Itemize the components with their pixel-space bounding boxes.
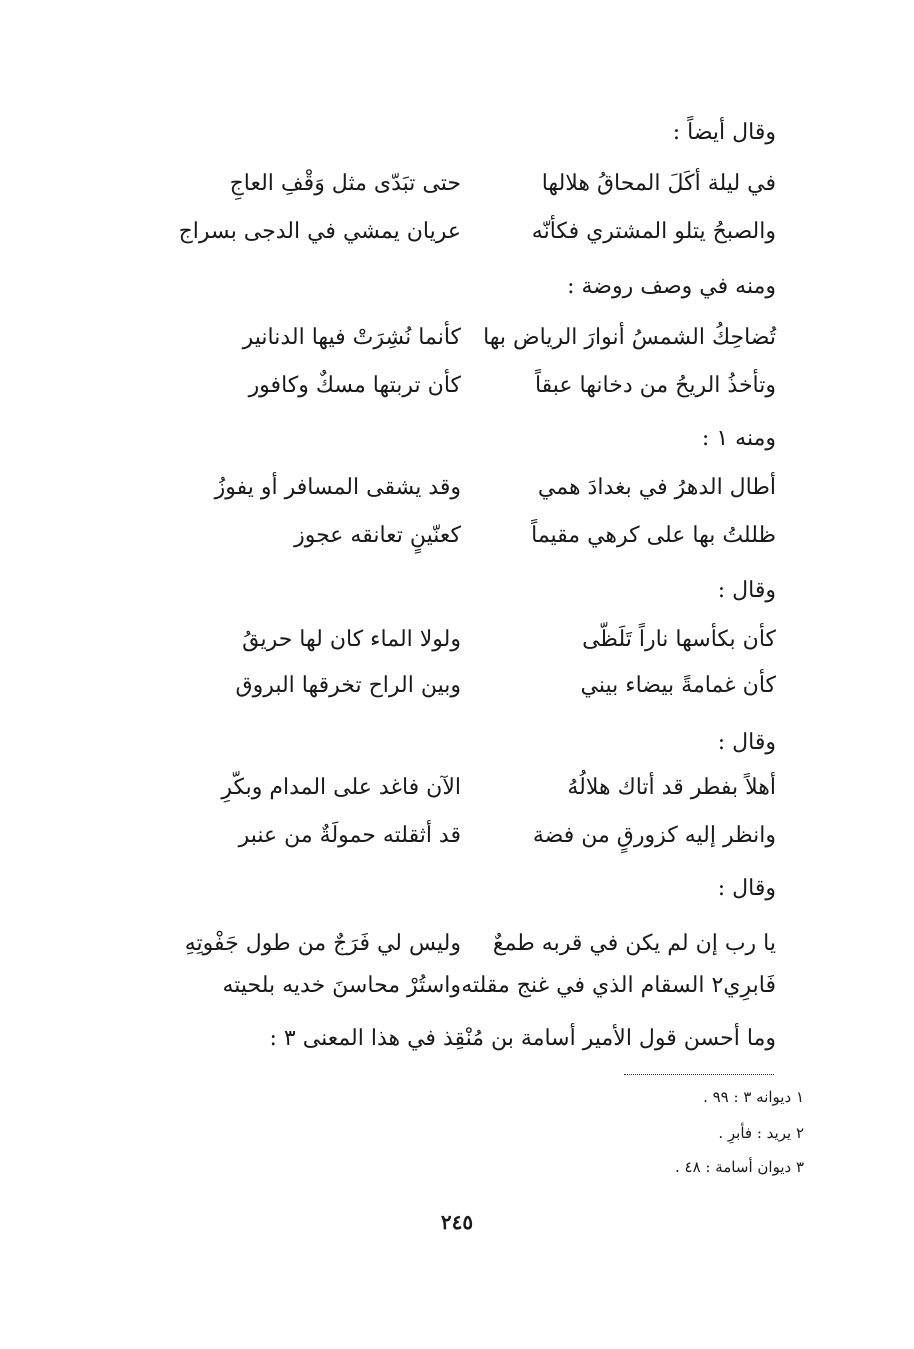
verse-second-hemistich: حتى تبَدّى مثل وَقْفِ العاجِ <box>229 171 461 196</box>
verse-line <box>130 968 776 1004</box>
verse-second-hemistich: وبين الراح تخرقها البروق <box>235 673 461 698</box>
section-heading: ومنه ١ : <box>701 426 776 451</box>
verse-second-hemistich: وقد يشقى المسافر أو يفوزُ <box>214 475 461 500</box>
section-heading: وقال أيضاً : <box>672 120 776 145</box>
verse-second-hemistich: الآن فاغد على المدام وبكّرِ <box>221 775 461 800</box>
verse-line <box>130 770 776 806</box>
verse-line <box>130 214 776 250</box>
verse-second-hemistich: وليس لي فَرَجٌ من طول جَفْوتِهِ <box>184 931 461 956</box>
section-heading: وقال : <box>717 876 776 901</box>
verse-second-hemistich: واستُرْ محاسنَ خديه بلحيته <box>222 973 461 998</box>
closing-line: وما أحسن قول الأمير أسامة بن مُنْقِذ في هذا المعنى ٣ : <box>269 1026 776 1051</box>
verse-second-hemistich: عريان يمشي في الدجى بسراج <box>178 219 461 244</box>
verse-second-hemistich: ولولا الماء كان لها حريقُ <box>242 627 461 652</box>
verse-second-hemistich: كأنما نُشِرَتْ فيها الدنانير <box>242 325 461 350</box>
verse-first-hemistich: أطال الدهرُ في بغدادَ همي <box>537 475 776 500</box>
verse-line <box>130 518 776 554</box>
verse-first-hemistich: تُضاحِكُ الشمسُ أنوارَ الرياض بها <box>483 325 776 350</box>
footnote-separator <box>624 1074 774 1075</box>
verse-first-hemistich: أهلاً بفطر قد أتاك هلالُهُ <box>567 775 776 800</box>
verse-line <box>130 470 776 506</box>
verse-second-hemistich: كعنّينٍ تعانقه عجوز <box>294 523 461 548</box>
verse-first-hemistich: ظللتُ بها على كرهي مقيماً <box>531 523 776 548</box>
footnote: ٢ يريد : فأبرِ . <box>718 1124 804 1142</box>
section-heading: ومنه في وصف روضة : <box>567 274 776 299</box>
verse-line <box>130 622 776 658</box>
verse-first-hemistich: في ليلة أكَلَ المحاقُ هلالها <box>541 171 776 196</box>
footnote: ١ ديوانه ٣ : ٩٩ . <box>703 1088 804 1106</box>
verse-line <box>130 818 776 854</box>
verse-second-hemistich: قد أثقلته حمولَةٌ من عنبر <box>238 823 461 848</box>
section-heading: وقال : <box>717 730 776 755</box>
verse-first-hemistich: والصبحُ يتلو المشتري فكأنّه <box>531 219 776 244</box>
verse-first-hemistich: فَابرِي٢ السقام الذي في غنج مقلته <box>461 973 776 998</box>
verse-second-hemistich: كأن تربتها مسكٌ وكافور <box>248 373 461 398</box>
verse-line <box>130 926 776 962</box>
verse-first-hemistich: كأن غمامةً بيضاء بيني <box>580 673 776 698</box>
page-number: ٢٤٥ <box>440 1210 474 1234</box>
verse-line <box>130 368 776 404</box>
verse-line <box>130 166 776 202</box>
verse-first-hemistich: كأن بكأسها ناراً تَلَظّى <box>582 627 776 652</box>
verse-line <box>130 668 776 704</box>
verse-line <box>130 320 776 356</box>
verse-first-hemistich: وانظر إليه كزورقٍ من فضة <box>532 823 776 848</box>
section-heading: وقال : <box>717 578 776 603</box>
verse-first-hemistich: يا رب إن لم يكن في قربه طمعٌ <box>492 931 776 956</box>
footnote: ٣ ديوان أسامة : ٤٨ . <box>674 1158 804 1176</box>
verse-first-hemistich: وتأخذُ الريحُ من دخانها عبقاً <box>534 373 776 398</box>
